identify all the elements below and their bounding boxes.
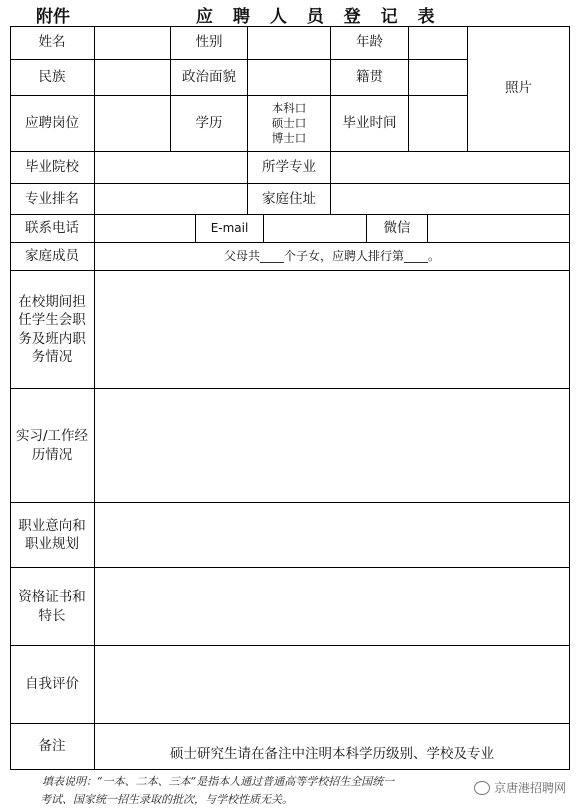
input-position[interactable] — [95, 96, 171, 152]
input-school-roles[interactable] — [95, 271, 570, 389]
label-internship: 实习/工作经历情况 — [10, 389, 95, 503]
family-members-text[interactable]: 父母共____个子女，应聘人排行第____。 — [95, 243, 570, 271]
input-age[interactable] — [409, 26, 468, 60]
input-graduation-time[interactable] — [409, 96, 468, 152]
input-ethnicity[interactable] — [95, 60, 171, 96]
input-phone[interactable] — [95, 215, 196, 243]
label-name: 姓名 — [10, 26, 95, 60]
degree-option-master[interactable]: 硕士口 — [271, 116, 307, 131]
wechat-icon — [474, 781, 490, 795]
label-gender: 性别 — [171, 26, 248, 60]
input-email[interactable] — [264, 215, 367, 243]
label-self-eval: 自我评价 — [10, 646, 95, 724]
input-home-address[interactable] — [331, 184, 570, 215]
label-email: E-mail — [196, 215, 264, 243]
label-home-address: 家庭住址 — [248, 184, 331, 215]
footnote-line-2: 考试、国家统一招生录取的批次，与学校性质无关。 — [40, 793, 293, 806]
input-career[interactable] — [95, 503, 570, 568]
degree-option-bachelor[interactable]: 本科口 — [271, 101, 307, 116]
degree-option-doctor[interactable]: 博士口 — [271, 130, 307, 145]
label-school: 毕业院校 — [10, 152, 95, 184]
input-native-place[interactable] — [409, 60, 468, 96]
label-phone: 联系电话 — [10, 215, 95, 243]
remarks-text: 硕士研究生请在备注中注明本科学历级别、学校及专业 — [170, 745, 494, 762]
input-wechat[interactable] — [428, 215, 570, 243]
attachment-label: 附件 — [36, 7, 70, 27]
input-school[interactable] — [95, 152, 248, 184]
label-wechat: 微信 — [367, 215, 428, 243]
photo-box[interactable]: 照片 — [468, 26, 570, 152]
input-gender[interactable] — [248, 26, 331, 60]
label-family: 家庭成员 — [10, 243, 95, 271]
input-remarks[interactable] — [95, 724, 570, 770]
label-major-rank: 专业排名 — [10, 184, 95, 215]
watermark — [474, 779, 566, 796]
input-self-eval[interactable] — [95, 646, 570, 724]
footnote-line-1: 填表说明：“一本、二本、三本”是指本人通过普通高等学校招生全国统一 — [42, 775, 395, 788]
label-education: 学历 — [171, 96, 248, 152]
input-name[interactable] — [95, 26, 171, 60]
form-title: 应 聘 人 员 登 记 表 — [196, 7, 442, 27]
registration-form-table — [10, 26, 570, 770]
label-career: 职业意向和职业规划 — [10, 503, 95, 568]
label-major: 所学专业 — [248, 152, 331, 184]
input-certs[interactable] — [95, 568, 570, 646]
label-remarks: 备注 — [10, 724, 95, 770]
input-internship[interactable] — [95, 389, 570, 503]
input-political-status[interactable] — [248, 60, 331, 96]
label-political-status: 政治面貌 — [171, 60, 248, 96]
label-position: 应聘岗位 — [10, 96, 95, 152]
label-native-place: 籍贯 — [331, 60, 409, 96]
input-major[interactable] — [331, 152, 570, 184]
label-graduation-time: 毕业时间 — [331, 96, 409, 152]
watermark-text: 京唐港招聘网 — [493, 781, 566, 795]
label-age: 年龄 — [331, 26, 409, 60]
form-header — [0, 0, 582, 26]
label-school-roles: 在校期间担任学生会职务及班内职务情况 — [10, 271, 95, 389]
input-major-rank[interactable] — [95, 184, 248, 215]
label-ethnicity: 民族 — [10, 60, 95, 96]
label-certs: 资格证书和特长 — [10, 568, 95, 646]
degree-options — [248, 96, 331, 152]
